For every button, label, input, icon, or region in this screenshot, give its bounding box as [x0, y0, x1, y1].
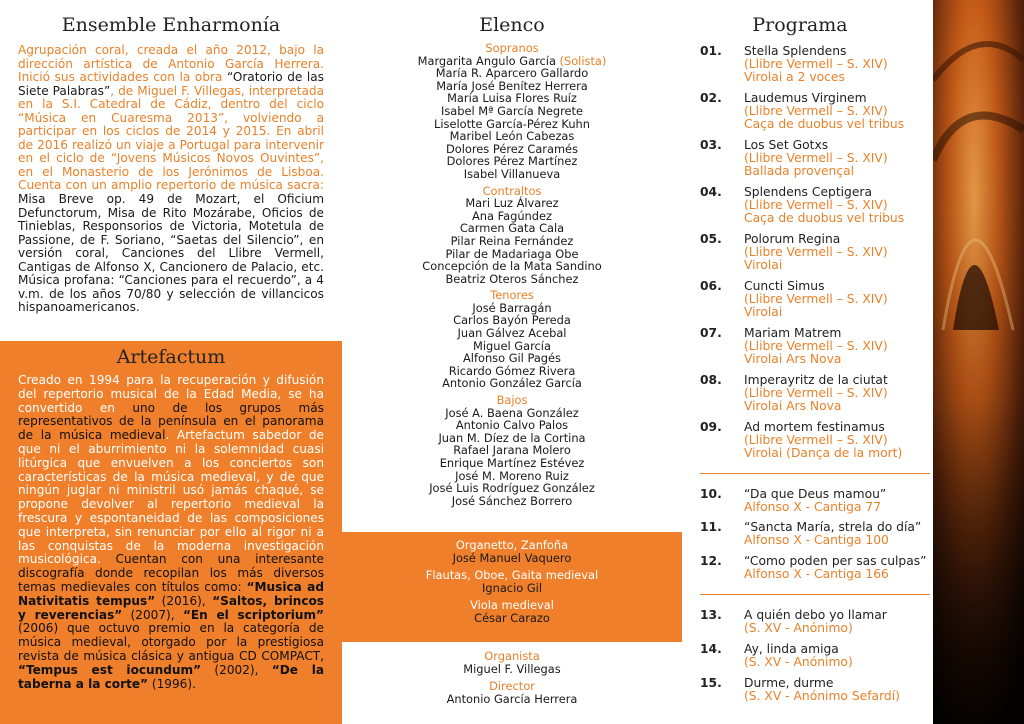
piece-form: Virolai Ars Nova	[744, 352, 842, 367]
cast-member: Ana Fagúndez	[472, 208, 552, 223]
program-number: 11.	[700, 520, 722, 534]
piece-source: (Llibre Vermell – S. XIV)	[744, 245, 888, 260]
piece-title: “Como poden per sas culpas”	[744, 554, 927, 568]
piece-source: Alfonso X - Cantiga 166	[744, 567, 889, 582]
piece-source: (Llibre Vermell – S. XIV)	[744, 57, 888, 72]
piece-title: Cuncti Simus	[744, 279, 825, 293]
piece-title: Stella Splendens	[744, 44, 847, 58]
cast-member: Isabel Villanueva	[463, 166, 561, 181]
piece-title: Ad mortem festinamus	[744, 420, 885, 434]
cast-member: Antonio Calvo Palos	[455, 418, 569, 433]
cast-member: José Barragán	[472, 300, 552, 315]
cast-list	[342, 42, 682, 507]
piece-source: (Llibre Vermell – S. XIV)	[744, 386, 888, 401]
program-text	[744, 609, 934, 635]
piece-title: “Da que Deus mamou”	[744, 487, 887, 501]
bio-text: , de Miguel F. Villegas, interpretada en la S.I. Catedral de Cádiz, dentro del ciclo “Música en Cuaresma 2013”, volviendo a participar en los ciclos de 2014 y 2015. En abril de 2016 realizó un viaje a Portugal para intervenir en el ciclo de “Jovens Músicos Novos Ouvintes”, en el Monasterio de los Jerónimos de Lisboa. Cuenta con un amplio repertorio de música sacra:	[18, 83, 325, 193]
cast-member: Juan Gálvez Acebal	[457, 326, 567, 341]
piece-source: (Llibre Vermell – S. XIV)	[744, 104, 888, 119]
section-divider	[700, 594, 930, 595]
cast-member: Juan M. Díez de la Cortina	[438, 430, 586, 445]
contraltos-list	[342, 197, 682, 285]
program-text	[744, 186, 934, 226]
piece-source: (S. XV - Anónimo)	[744, 655, 853, 670]
cast-member: José A. Baena González	[445, 405, 579, 420]
program-text	[744, 233, 934, 273]
cast-member: Enrique Martínez Estévez	[439, 456, 585, 470]
piece-form: Virolai a 2 voces	[744, 70, 845, 85]
piece-source: (S. XV - Anónimo)	[744, 621, 853, 636]
piece-form: Virolai	[744, 305, 783, 320]
program-number: 09.	[700, 420, 722, 434]
bio-text: (1996).	[148, 676, 196, 691]
piece-form: Virolai (Dança de la mort)	[744, 446, 903, 461]
cast-member: María R. Aparcero Gallardo	[435, 66, 589, 81]
section-divider	[700, 473, 930, 474]
section-label-sopranos: Sopranos	[485, 41, 539, 55]
program-number: 12.	[700, 554, 722, 568]
cast-member: Pilar Reina Fernández	[450, 233, 574, 248]
piece-source: (Llibre Vermell – S. XIV)	[744, 151, 888, 166]
section-label-tenores: Tenores	[490, 288, 534, 303]
artefactum-title: Artefactum	[116, 346, 226, 368]
instruments-list	[342, 539, 682, 625]
piece-form: Caça de duobus vel tribus	[744, 211, 905, 226]
program-number: 13.	[700, 608, 722, 622]
cast-member: Miguel García	[473, 338, 551, 353]
sopranos-list	[342, 67, 682, 180]
organist-label: Organista	[484, 649, 540, 663]
musician-name: José Manuel Vaquero	[452, 550, 572, 565]
cast-member: Maribel León Cabezas	[449, 129, 575, 144]
ensemble-bio	[18, 44, 324, 315]
program-text	[744, 421, 934, 461]
piece-source: (Llibre Vermell – S. XIV)	[744, 198, 888, 213]
director-label: Director	[489, 679, 535, 694]
cast-member: Dolores Pérez Martínez	[446, 154, 578, 169]
elenco-title: Elenco	[479, 14, 545, 36]
piece-source: Alfonso X - Cantiga 77	[744, 500, 882, 515]
program-text	[744, 374, 934, 414]
cast-member: María Luisa Flores Ruíz	[447, 91, 577, 106]
cast-member: José M. Moreno Ruiz	[455, 468, 569, 483]
program-number: 04.	[700, 185, 722, 199]
album-title: “De la taberna a la corte”	[18, 662, 324, 691]
director-name: Antonio García Herrera	[446, 691, 578, 706]
cast-member: Pilar de Madariaga Obe	[445, 246, 579, 261]
bio-text: (2002),	[201, 662, 272, 677]
tenores-list	[342, 302, 682, 390]
program-text	[744, 280, 934, 320]
cast-member: Liselotte García-Pérez Kuhn	[434, 116, 590, 131]
piece-title: Los Set Gotxs	[744, 138, 829, 152]
album-title: “Musica ad Nativitatis tempus”	[18, 579, 324, 608]
program-number: 02.	[700, 91, 722, 105]
piece-source: (Llibre Vermell – S. XIV)	[744, 292, 888, 307]
musician-name: Ignacio Gil	[482, 580, 542, 595]
program-number: 07.	[700, 326, 722, 340]
bio-text: . Artefactum sabedor de que ni el aburrimiento ni la solemnidad cuasi litúrgica que envuelven a los conciertos son características de la música medieval, y de que ningún juglar ni ministril usó jamás chaqué, se propone devolver al repertorio medieval la frescura y espontaneidad de las composiciones que interpreta, sin renunciar por ello al rigor ni a las conquistas de la moderna investigación musicológica.	[18, 428, 324, 567]
artefactum-bio	[18, 374, 324, 691]
cast-member: Carmen Gata Cala	[459, 221, 565, 236]
program-number: 15.	[700, 676, 722, 690]
bio-text: Cuentan con una interesante discografía donde recopilan los más diversos temas medievales con títulos como:	[18, 552, 324, 594]
bio-text: “Oratorio de las Siete Palabras”	[18, 70, 324, 98]
cast-member: Beatriz Oteros Sánchez	[445, 271, 579, 286]
bio-text: (2016),	[155, 593, 213, 608]
cast-member: José Sánchez Borrero	[451, 493, 573, 508]
cast-member: María José Benítez Herrera	[436, 78, 588, 93]
piece-title: Mariam Matrem	[744, 326, 842, 340]
piece-title: “Sancta María, strela do día”	[744, 520, 922, 534]
piece-title: Imperayritz de la ciutat	[744, 373, 888, 387]
cast-member: Dolores Pérez Caramés	[445, 141, 578, 156]
piece-title: Ay, linda amiga	[744, 642, 839, 656]
program-text	[744, 45, 934, 85]
bio-text: Misa Breve op. 49 de Mozart, el Oficium Defunctorum, Misa de Rito Mozárabe, Oficios de Tinieblas, Responsorios de Victoria, Motetula de Passione, de F. Soriano, “Saetas del Silencio”, en versión coral, Canciones del Llibre Vermell, Cantigas de Alfonso X, Cancionero de Palacio, etc. Música profana: “Canciones para el recuerdo”, a 4 v.m. de los años 70/80 y selección de villancicos hispanoamericanos.	[18, 192, 324, 315]
piece-title: Laudemus Virginem	[744, 91, 867, 105]
piece-title: Polorum Regina	[744, 232, 841, 246]
bajos-list	[342, 407, 682, 508]
piece-form: Virolai	[744, 258, 783, 273]
cast-member: Antonio González García	[442, 376, 582, 391]
program-number: 14.	[700, 642, 722, 656]
bio-text: uno de los grupos más representativos de la península en el panorama de la música medieval	[18, 400, 324, 443]
cast-member: Rafael Jarana Molero	[453, 443, 571, 458]
piece-title: Durme, durme	[744, 676, 834, 690]
cast-member: Carlos Bayón Pereda	[453, 313, 571, 328]
programa-title: Programa	[752, 14, 848, 36]
bio-text: Agrupación coral, creada el año 2012, bajo la dirección artística de Antonio García Herrera. Inició sus actividades con la obra	[18, 43, 324, 85]
piece-source: (Llibre Vermell – S. XIV)	[744, 433, 888, 448]
member-name: Margarita Angulo García	[417, 53, 556, 68]
piece-form: Ballada provençal	[744, 164, 855, 179]
program-text	[744, 555, 934, 581]
program-text	[744, 677, 934, 703]
album-title: “Tempus est iocundum”	[18, 662, 202, 677]
program-text	[744, 521, 934, 547]
program-text	[744, 327, 934, 367]
piece-form: Virolai Ars Nova	[744, 399, 842, 414]
piece-form: Caça de duobus vel tribus	[744, 117, 905, 132]
piece-source: (Llibre Vermell – S. XIV)	[744, 339, 888, 354]
soloist-tag: (Solista)	[555, 53, 607, 68]
organist-name: Miguel F. Villegas	[463, 661, 561, 676]
section-label-contraltos: Contraltos	[482, 183, 542, 198]
musician-name: César Carazo	[474, 610, 550, 625]
program-text	[744, 92, 934, 132]
arches-photo	[933, 0, 1024, 724]
program-number: 10.	[700, 487, 722, 501]
piece-title: A quién debo yo llamar	[744, 608, 887, 622]
cast-member: Concepción de la Mata Sandino	[422, 259, 602, 274]
program-number: 03.	[700, 138, 722, 152]
ensemble-title: Ensemble Enharmonía	[61, 14, 281, 36]
cast-member: Isabel Mª García Negrete	[440, 103, 584, 118]
instrument-label: Flautas, Oboe, Gaita medieval	[425, 568, 599, 583]
program-number: 06.	[700, 279, 722, 293]
instrument-label: Viola medieval	[470, 598, 554, 613]
album-title: “En el scriptorium”	[182, 607, 324, 622]
program-number: 01.	[700, 44, 722, 58]
piece-title: Splendens Ceptigera	[744, 185, 873, 199]
program-text	[744, 643, 934, 669]
program-number: 05.	[700, 232, 722, 246]
piece-source: Alfonso X - Cantiga 100	[744, 533, 889, 548]
program-text	[744, 488, 934, 514]
album-title: “Saltos, brincos y reverencias”	[18, 593, 324, 622]
program-text	[744, 139, 934, 179]
ensemble-column	[0, 0, 342, 724]
piece-source: (S. XV - Anónimo Sefardí)	[744, 689, 900, 704]
cast-member: Mari Luz Álvarez	[465, 196, 559, 211]
bio-text: (2006) que octuvo premio en la categoría de música medieval, otorgado por la prestigiosa revista de música clásica y antigua CD COMPACT,	[18, 621, 324, 663]
organist-director	[342, 650, 682, 705]
section-label-bajos: Bajos	[496, 393, 528, 408]
instrument-label: Organetto, Zanfoña	[455, 538, 569, 552]
cast-member: José Luis Rodríguez González	[429, 481, 595, 496]
cast-member: Ricardo Gómez Rivera	[448, 363, 576, 378]
cast-member: Alfonso Gil Pagés	[463, 351, 561, 366]
bio-text: (2007),	[122, 607, 183, 622]
program-number: 08.	[700, 373, 722, 387]
bio-text: Creado en 1994 para la recuperación y difusión del repertorio musical de la Edad Media, se ha convertido en	[18, 373, 324, 415]
